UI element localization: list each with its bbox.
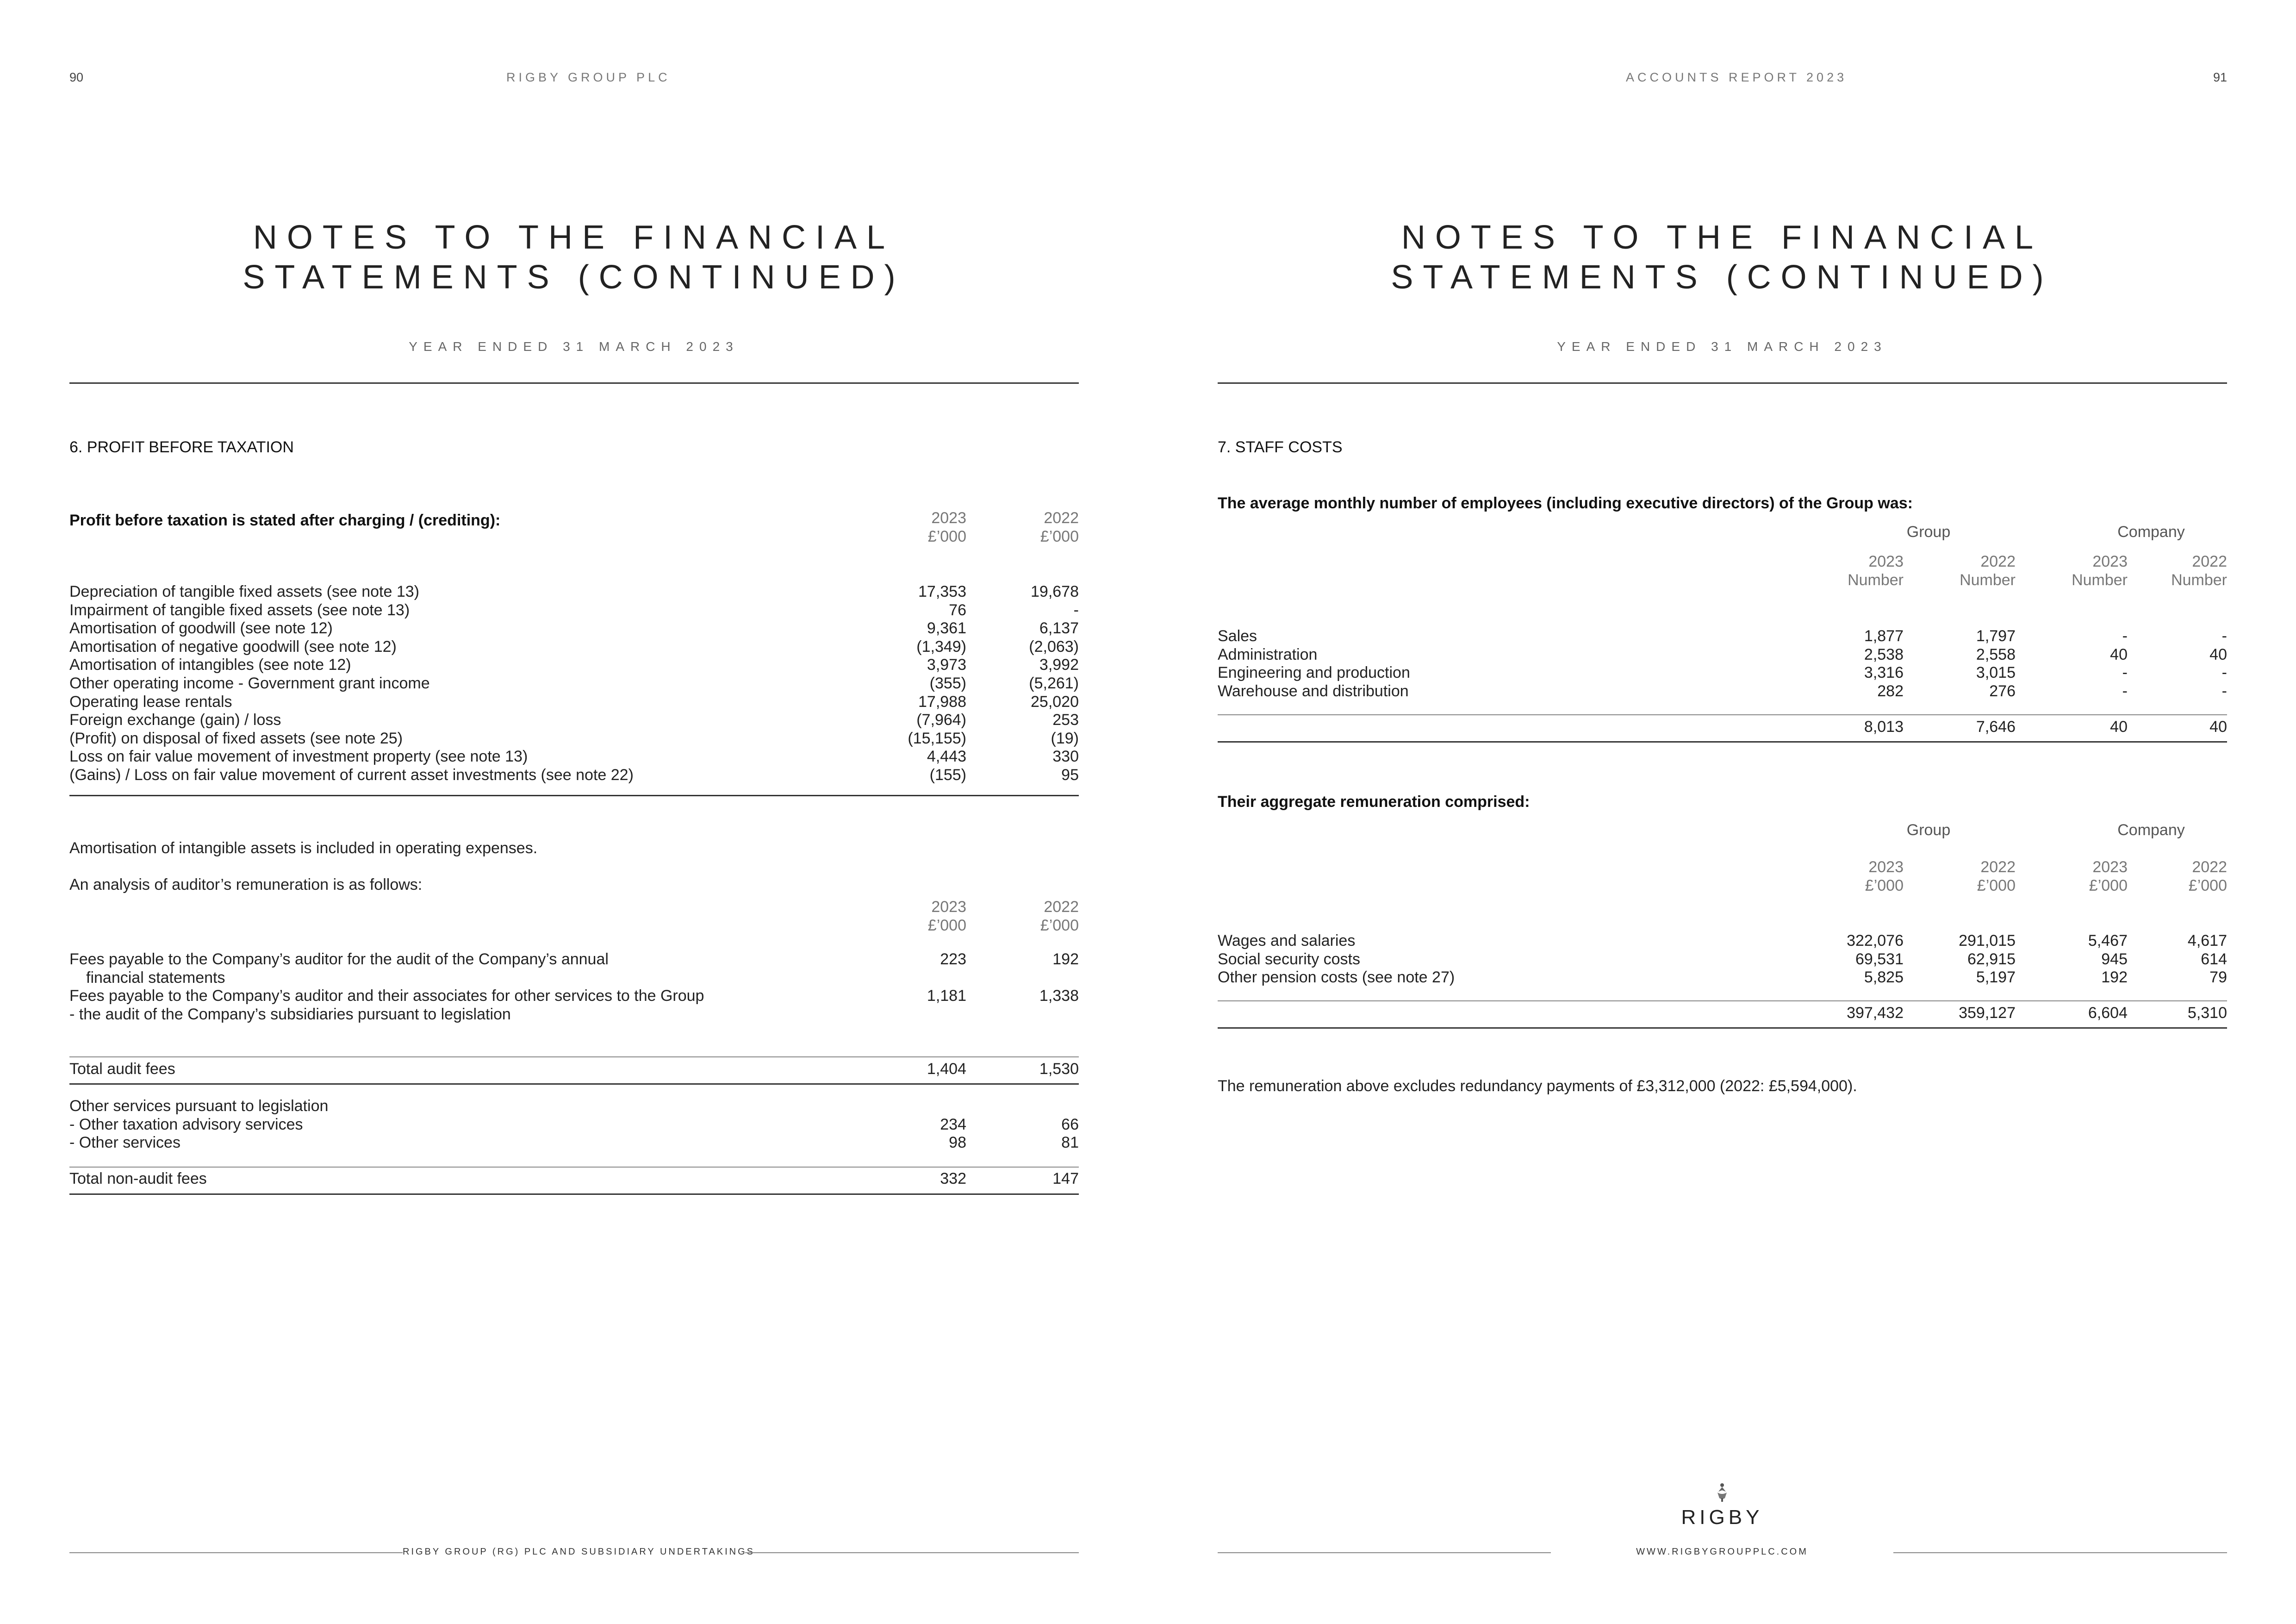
table-row [1218, 932, 2227, 950]
total-non-audit-row [69, 1170, 1079, 1188]
remuneration-total-top-rule [1218, 1000, 2227, 1001]
logo-wordmark: RIGBY [1681, 1506, 1763, 1529]
employee-column-header [2088, 552, 2227, 589]
row-label: Engineering and production [1218, 664, 1410, 682]
row-2022-value: 25,020 [1031, 693, 1079, 711]
section-heading: 7. STAFF COSTS [1218, 438, 1343, 456]
footer-rule-left [1218, 1552, 1551, 1553]
row-label: Amortisation of negative goodwill (see note 12) [69, 637, 397, 656]
table-row [1218, 682, 2227, 701]
column-unit: £’000 [2188, 877, 2227, 894]
row-2023-value: 76 [949, 601, 966, 619]
column-unit: £’000 [927, 917, 966, 934]
row-label: Warehouse and distribution [1218, 682, 1409, 700]
rigby-logo [1667, 1481, 1778, 1529]
other-services-2023-value: 234 [940, 1115, 966, 1133]
row-label: Foreign exchange (gain) / loss [69, 711, 281, 729]
auditor-intro: An analysis of auditor’s remuneration is as follows: [69, 876, 423, 893]
footer-text: RIGBY GROUP (RG) PLC AND SUBSIDIARY UNDERTAKINGS [403, 1547, 755, 1557]
employee-total-top-rule [1218, 714, 2227, 715]
page-title-line2: STATEMENTS (CONTINUED) [243, 259, 905, 296]
table-row [69, 619, 1079, 638]
row-group-2023-value: 2,538 [1864, 645, 1904, 663]
column-unit: Number [2072, 571, 2128, 589]
row-2023-value: (15,155) [908, 729, 966, 747]
table-row [69, 583, 1079, 601]
other-services-row [69, 1134, 1079, 1152]
page-title-line1: NOTES TO THE FINANCIAL [1401, 219, 2043, 256]
total-non-audit-2023-value: 332 [940, 1170, 966, 1187]
row-company-2023-value: - [2122, 682, 2128, 700]
running-head: ACCOUNTS REPORT 2023 [1626, 70, 1848, 84]
row-group-2022-value: 2,558 [1976, 645, 2016, 663]
column-year: 2023 [931, 898, 966, 916]
row-company-2022-value: 40 [2209, 645, 2227, 663]
column-year: 2022 [2192, 553, 2227, 570]
remuneration-total-group-2023: 397,432 [1847, 1004, 1904, 1022]
column-year: 2022 [1044, 898, 1079, 916]
employee-total-bottom-rule [1218, 741, 2227, 743]
running-head: RIGBY GROUP PLC [506, 70, 671, 84]
other-services-2023-value: 98 [949, 1134, 966, 1152]
redundancy-note: The remuneration above excludes redundancy payments of £3,312,000 (2022: £5,594,000). [1218, 1077, 1857, 1095]
row-2022-value: (19) [1051, 729, 1079, 747]
column-year: 2023 [2092, 858, 2128, 876]
row-2022-value: - [1073, 601, 1079, 619]
row-company-2022-value: - [2221, 682, 2227, 700]
row-label: Administration [1218, 645, 1318, 663]
table-row [69, 693, 1079, 712]
row-label: Loss on fair value movement of investment property (see note 13) [69, 748, 528, 766]
table-row [69, 675, 1079, 693]
total-audit-2023-value: 1,404 [927, 1060, 966, 1078]
row-label: Amortisation of intangibles (see note 12) [69, 656, 351, 674]
table-row [69, 638, 1079, 656]
row-label: (Gains) / Loss on fair value movement of current asset investments (see note 22) [69, 766, 634, 784]
table-row [69, 748, 1079, 766]
column-unit: £’000 [2089, 877, 2128, 894]
row-company-2022-value: - [2221, 627, 2227, 645]
row-2023-value: 4,443 [927, 748, 966, 766]
row-label: Sales [1218, 627, 1257, 645]
row-company-2022-value: 79 [2209, 968, 2227, 987]
group-column-group-header: Group [1906, 523, 1951, 541]
remuneration-total-group-2022: 359,127 [1959, 1004, 2016, 1022]
table-row [1218, 664, 2227, 682]
auditor-row-label: Fees payable to the Company’s auditor and their associates for other services to the Group [69, 987, 704, 1005]
auditor-row-2023-value: 223 [940, 950, 966, 968]
total-non-audit-2022-value: 147 [1052, 1170, 1079, 1187]
footer-url: WWW.RIGBYGROUPPLC.COM [1636, 1547, 1808, 1557]
group-column-group-header: Group [1906, 821, 1951, 839]
remuneration-column-header [2088, 858, 2227, 895]
row-2022-value: 3,992 [1039, 656, 1079, 674]
page-subtitle: YEAR ENDED 31 MARCH 2023 [1557, 339, 1887, 354]
row-label: Impairment of tangible fixed assets (see note 13) [69, 601, 410, 619]
crest-icon [1713, 1481, 1731, 1504]
table-row [1218, 968, 2227, 987]
row-group-2022-value: 5,197 [1976, 968, 2016, 987]
page-title-line1: NOTES TO THE FINANCIAL [253, 219, 895, 256]
column-unit: Number [1848, 571, 1904, 589]
other-services-2022-value: 81 [1061, 1134, 1079, 1152]
column-year: 2022 [1980, 858, 2016, 876]
header-divider [69, 382, 1079, 384]
remuneration-total-bottom-rule [1218, 1027, 2227, 1029]
row-2023-value: 3,973 [927, 656, 966, 674]
row-group-2022-value: 62,915 [1967, 950, 2016, 968]
page-title-line2: STATEMENTS (CONTINUED) [1391, 259, 2053, 296]
row-group-2022-value: 1,797 [1976, 627, 2016, 645]
column-year: 2022 [1980, 553, 2016, 570]
total-audit-bottom-rule [69, 1083, 1079, 1085]
auditor-column-header-2022 [940, 898, 1079, 935]
auditor-row-2022-value: 192 [1052, 950, 1079, 968]
row-company-2022-value: 614 [2201, 950, 2227, 968]
row-2023-value: 17,353 [918, 583, 966, 600]
row-2022-value: (2,063) [1029, 637, 1079, 656]
row-2023-value: 9,361 [927, 619, 966, 637]
column-year: 2023 [2092, 553, 2128, 570]
column-year: 2023 [1868, 553, 1904, 570]
row-2022-value: 330 [1052, 748, 1079, 766]
auditor-row-2022-value: 1,338 [1039, 987, 1079, 1005]
table-row [69, 730, 1079, 748]
company-column-group-header: Company [2117, 821, 2185, 839]
right-page [1148, 0, 2296, 1624]
column-unit: £’000 [927, 528, 966, 545]
table-row [1218, 950, 2227, 969]
profit-table-bottom-rule [69, 795, 1079, 796]
other-services-label: - Other services [69, 1134, 180, 1152]
page-title [69, 218, 1078, 297]
table-row [69, 711, 1079, 730]
row-company-2023-value: 5,467 [2088, 932, 2128, 949]
row-label: Amortisation of goodwill (see note 12) [69, 619, 333, 637]
column-unit: £’000 [1865, 877, 1904, 894]
row-2022-value: 6,137 [1039, 619, 1079, 637]
total-audit-label: Total audit fees [69, 1060, 175, 1078]
profit-table-body [69, 583, 1079, 785]
column-year: 2022 [1044, 509, 1079, 527]
table-row [1218, 627, 2227, 646]
total-audit-row [69, 1060, 1079, 1079]
row-group-2023-value: 282 [1877, 682, 1904, 700]
footer-rule-right [1893, 1552, 2227, 1553]
employee-table-body [1218, 627, 2227, 700]
total-audit-2022-value: 1,530 [1039, 1060, 1079, 1078]
total-non-audit-top-rule [69, 1167, 1079, 1168]
row-company-2022-value: - [2221, 664, 2227, 682]
column-year: 2022 [2192, 858, 2227, 876]
column-header-2022 [940, 509, 1079, 546]
amortisation-note: Amortisation of intangible assets is included in operating expenses. [69, 839, 538, 857]
row-label: Social security costs [1218, 950, 1360, 968]
other-services-2022-value: 66 [1061, 1115, 1079, 1133]
employee-total-company-2022: 40 [2209, 718, 2227, 736]
other-services-row [69, 1116, 1079, 1134]
row-group-2023-value: 1,877 [1864, 627, 1904, 645]
page-number: 91 [2213, 70, 2227, 84]
row-group-2023-value: 3,316 [1864, 664, 1904, 682]
row-2023-value: (7,964) [916, 711, 966, 729]
footer-rule-left [69, 1552, 403, 1553]
table-row [69, 766, 1079, 785]
employee-total-company-2023: 40 [2110, 718, 2128, 736]
column-year: 2023 [1868, 858, 1904, 876]
row-2023-value: (1,349) [916, 637, 966, 656]
row-company-2023-value: 40 [2110, 645, 2128, 663]
row-2022-value: 253 [1052, 711, 1079, 729]
row-label: Other operating income - Government grant income [69, 674, 430, 692]
column-unit: Number [2171, 571, 2227, 589]
auditor-row-label: Fees payable to the Company’s auditor for the audit of the Company’s annual [69, 950, 609, 968]
table-row [1218, 646, 2227, 664]
row-group-2023-value: 69,531 [1855, 950, 1904, 968]
other-services-block [69, 1097, 1079, 1152]
remuneration-intro: Their aggregate remuneration comprised: [1218, 793, 1530, 811]
employees-intro: The average monthly number of employees (including executive directors) of the Group was: [1218, 494, 1913, 512]
row-group-2023-value: 5,825 [1864, 968, 1904, 987]
auditor-row-label-continued: financial statements [86, 968, 225, 987]
table-row [69, 601, 1079, 620]
other-services-label: - Other taxation advisory services [69, 1115, 303, 1133]
column-unit: £’000 [1040, 917, 1079, 934]
page-subtitle: YEAR ENDED 31 MARCH 2023 [409, 339, 739, 354]
section-heading: 6. PROFIT BEFORE TAXATION [69, 438, 294, 456]
remuneration-total-company-2022: 5,310 [2187, 1004, 2227, 1022]
page-title [1218, 218, 2227, 297]
auditor-row [69, 987, 1079, 1024]
company-column-group-header: Company [2117, 523, 2185, 541]
row-company-2022-value: 4,617 [2187, 932, 2227, 949]
row-label: Depreciation of tangible fixed assets (see note 13) [69, 583, 420, 600]
remuneration-table-body [1218, 932, 2227, 987]
column-unit: £’000 [1977, 877, 2016, 894]
total-non-audit-label: Total non-audit fees [69, 1170, 207, 1187]
footer-rule-right [745, 1552, 1079, 1553]
column-unit: £’000 [1040, 528, 1079, 545]
row-2023-value: 17,988 [918, 693, 966, 711]
other-services-heading: Other services pursuant to legislation [69, 1097, 329, 1115]
row-label: Wages and salaries [1218, 932, 1356, 949]
total-audit-top-rule [69, 1056, 1079, 1057]
row-company-2023-value: - [2122, 627, 2128, 645]
auditor-row-2023-value: 1,181 [927, 987, 966, 1005]
row-2023-value: (355) [929, 674, 966, 692]
row-2022-value: 19,678 [1031, 583, 1079, 600]
column-year: 2023 [931, 509, 966, 527]
row-company-2023-value: 192 [2101, 968, 2128, 987]
employee-total-group-2022: 7,646 [1976, 718, 2016, 736]
row-label: (Profit) on disposal of fixed assets (see note 25) [69, 729, 403, 747]
row-label: Operating lease rentals [69, 693, 232, 711]
row-company-2023-value: 945 [2101, 950, 2128, 968]
column-unit: Number [1960, 571, 2016, 589]
row-company-2023-value: - [2122, 664, 2128, 682]
header-divider [1218, 382, 2227, 384]
profit-table-intro: Profit before taxation is stated after charging / (crediting): [69, 512, 501, 529]
row-group-2023-value: 322,076 [1847, 932, 1904, 949]
row-2022-value: (5,261) [1029, 674, 1079, 692]
row-label: Other pension costs (see note 27) [1218, 968, 1455, 987]
auditor-row-label-continued: - the audit of the Company’s subsidiaries pursuant to legislation [69, 1005, 511, 1023]
row-group-2022-value: 291,015 [1959, 932, 2016, 949]
remuneration-total-company-2023: 6,604 [2088, 1004, 2128, 1022]
row-group-2022-value: 276 [1989, 682, 2016, 700]
total-non-audit-bottom-rule [69, 1193, 1079, 1195]
page-number: 90 [69, 70, 84, 84]
row-2023-value: (155) [929, 766, 966, 784]
employee-total-group-2023: 8,013 [1864, 718, 1904, 736]
auditor-row [69, 950, 1079, 987]
row-group-2022-value: 3,015 [1976, 664, 2016, 682]
table-row [69, 656, 1079, 675]
row-2022-value: 95 [1061, 766, 1079, 784]
